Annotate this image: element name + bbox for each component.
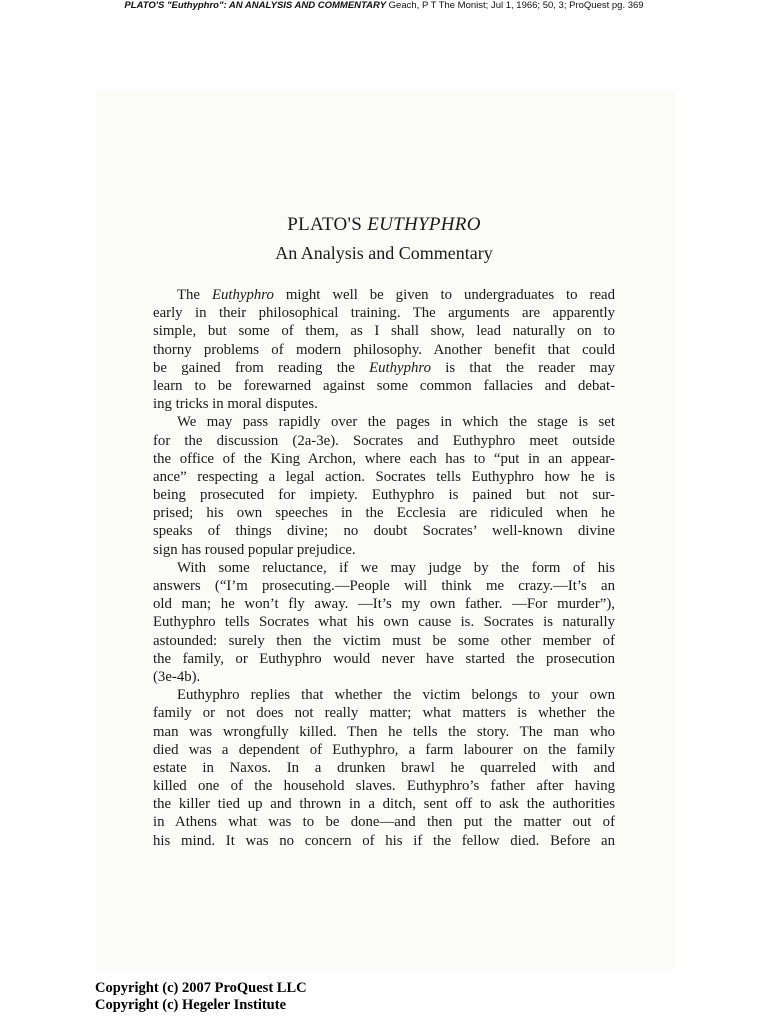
proquest-citation-header bbox=[0, 0, 768, 11]
body-line: being prosecuted for impiety. Euthyphro is pained but not sur- bbox=[153, 487, 615, 504]
body-line: be gained from reading the Euthyphro is that the reader may bbox=[153, 359, 615, 376]
body-line: With some reluctance, if we may judge by the form of his bbox=[177, 559, 615, 576]
body-line: his mind. It was no concern of his if the fellow died. Before an bbox=[153, 832, 615, 849]
body-line: early in their philosophical training. The arguments are apparently bbox=[153, 305, 615, 322]
body-line: ing tricks in moral disputes. bbox=[153, 396, 318, 413]
article-title-prefix: PLATO'S bbox=[287, 214, 368, 235]
body-line: astounded: surely then the victim must be some other member of bbox=[153, 632, 615, 649]
copyright-hegeler: Copyright (c) Hegeler Institute bbox=[95, 997, 287, 1013]
body-line: speaks of things divine; no doubt Socrates’ well-known divine bbox=[153, 523, 615, 540]
article-title-italic: EUTHYPHRO bbox=[367, 214, 481, 235]
body-line: killed one of the household slaves. Euthyphro’s father after having bbox=[153, 778, 615, 795]
body-line: in Athens what was to be done—and then put the matter out of bbox=[153, 814, 615, 831]
body-line: for the discussion (2a-3e). Socrates and Euthyphro meet outside bbox=[153, 432, 615, 449]
body-line: thorny problems of modern philosophy. Another benefit that could bbox=[153, 341, 615, 358]
article-body bbox=[153, 286, 615, 850]
body-line: the killer tied up and thrown in a ditch, sent off to ask the authorities bbox=[153, 796, 615, 813]
body-line: old man; he won’t fly away. —It’s my own father. —For murder”), bbox=[153, 596, 615, 613]
body-line: answers (“I’m prosecuting.—People will think me crazy.—It’s an bbox=[153, 578, 615, 594]
body-line: sign has roused popular prejudice. bbox=[153, 541, 356, 558]
header-article-title: PLATO'S "Euthyphro": AN ANALYSIS AND COMMENTARY bbox=[124, 0, 387, 11]
body-line: estate in Naxos. In a drunken brawl he quarreled with and bbox=[153, 759, 615, 776]
body-line: the family, or Euthyphro would never have started the prosecution bbox=[153, 650, 615, 667]
body-line: Euthyphro replies that whether the victim belongs to your own bbox=[177, 687, 615, 704]
header-citation: Geach, P T The Monist; Jul 1, 1966; 50, 3; ProQuest pg. 369 bbox=[388, 0, 644, 11]
copyright-proquest: Copyright (c) 2007 ProQuest LLC bbox=[95, 980, 307, 996]
body-line: Euthyphro tells Socrates what his own cause is. Socrates is naturally bbox=[153, 614, 615, 631]
body-line: prised; his own speeches in the Ecclesia are ridiculed when he bbox=[153, 505, 615, 522]
article-subtitle: An Analysis and Commentary bbox=[275, 243, 493, 263]
body-line: man was wrongfully killed. Then he tells the story. The man who bbox=[153, 723, 615, 740]
body-line: (3e-4b). bbox=[153, 668, 201, 685]
body-line: We may pass rapidly over the pages in which the stage is set bbox=[177, 414, 615, 431]
body-line: The Euthyphro might well be given to undergraduates to read bbox=[177, 287, 615, 303]
body-line: ance” respecting a legal action. Socrates tells Euthyphro how he is bbox=[153, 468, 615, 485]
body-line: family or not does not really matter; what matters is whether the bbox=[153, 705, 615, 722]
body-line: died was a dependent of Euthyphro, a farm labourer on the family bbox=[153, 741, 615, 758]
body-line: the office of the King Archon, where each has to “put in an appear- bbox=[153, 450, 615, 467]
article-title bbox=[0, 214, 768, 236]
body-line: simple, but some of them, as I shall show, lead naturally on to bbox=[153, 323, 615, 340]
body-line: learn to be forewarned against some common fallacies and debat- bbox=[153, 377, 615, 394]
